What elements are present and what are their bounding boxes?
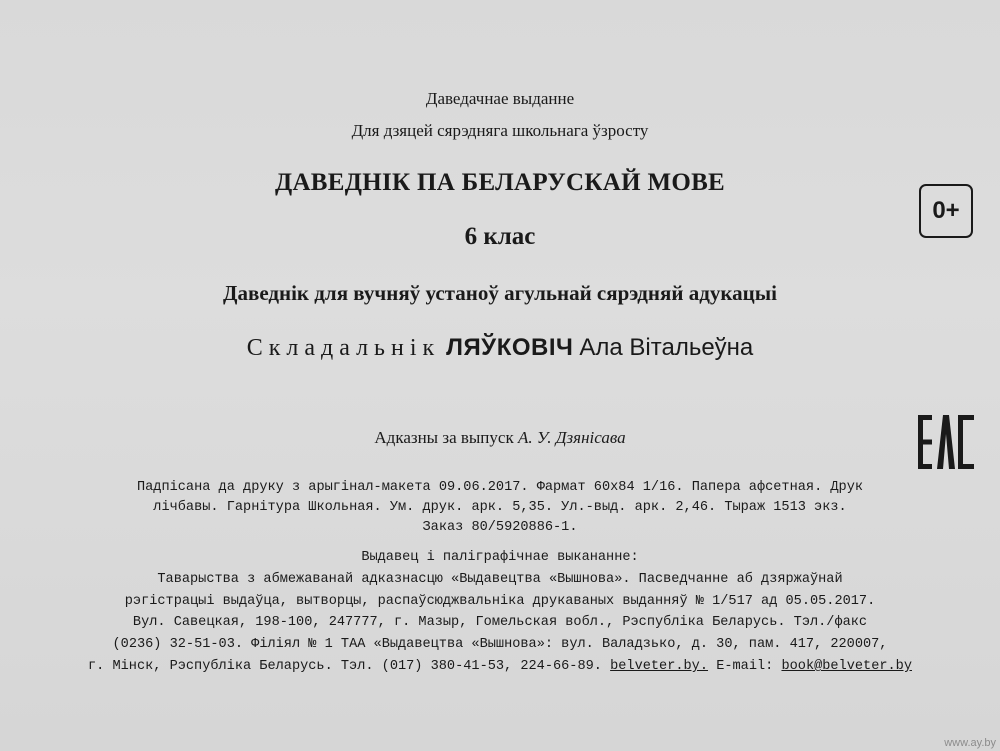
imprint-order: Заказ 80/5920886-1. [422, 520, 578, 535]
eac-conformity-mark-icon [917, 414, 975, 470]
publisher-line-2: рэгістрацыі выдаўца, вытворцы, распаўсюджвальніка друкаваных выданняў № 1/517 ад 05.05.2017. [124, 594, 876, 609]
book-title: ДАВЕДНІК ПА БЕЛАРУСКАЙ МОВЕ [274, 169, 726, 196]
publisher-heading: Выдавец і паліграфічнае выкананне: [361, 550, 639, 565]
publisher-contacts: г. Мінск, Рэспубліка Беларусь. Тэл. (017) 380-41-53, 224-66-89. [88, 659, 602, 674]
author-role: Складальнік [246, 335, 441, 361]
responsible-name: А. У. Дзянісава [517, 428, 626, 447]
edition-type: Даведачнае выданне [425, 89, 575, 108]
responsible-label: Адказны за выпуск [374, 428, 514, 447]
author-given-name: Ала Вітальеўна [579, 334, 754, 361]
publisher-line-3: Вул. Савецкая, 198-100, 247777, г. Мазыр, Гомельская вобл., Рэспубліка Беларусь. Тэл./факс [132, 615, 868, 630]
author-surname: ЛЯЎКОВІЧ [446, 334, 574, 361]
imprint-line-2: лічбавы. Гарнітура Школьная. Ум. друк. арк. 5,35. Ул.-выд. арк. 2,46. Тыраж 1513 экз. [153, 500, 847, 515]
subtitle: Даведнік для вучняў устаноў агульнай сярэдняй адукацыі [223, 281, 777, 305]
publisher-line-1: Таварыства з абмежаванай адказнасцю «Выдавецтва «Вышнова». Пасведчанне аб дзяржаўнай [157, 572, 843, 587]
imprint-line-1: Падпісана да друку з арыгінал-макета 09.06.2017. Фармат 60x84 1/16. Папера афсетная. Друк [136, 480, 864, 495]
publisher-line-4: (0236) 32-51-03. Філіял № 1 ТАА «Выдавецтва «Вышнова»: вул. Валадзько, д. 30, пам. 417, 220007, [112, 637, 888, 652]
email-label: E-mail: [716, 659, 774, 674]
grade: 6 клас [464, 223, 536, 250]
age-rating-badge: 0+ [919, 184, 973, 238]
publisher-line-5 [0, 659, 1000, 674]
email-link[interactable]: book@belveter.by [781, 659, 912, 674]
website-link[interactable]: belveter.by. [610, 659, 709, 674]
responsible-line [0, 428, 1000, 448]
age-group: Для дзяцей сярэдняга школьнага ўзросту [351, 121, 649, 140]
watermark: www.ay.by [944, 737, 996, 749]
author-line [0, 334, 1000, 362]
